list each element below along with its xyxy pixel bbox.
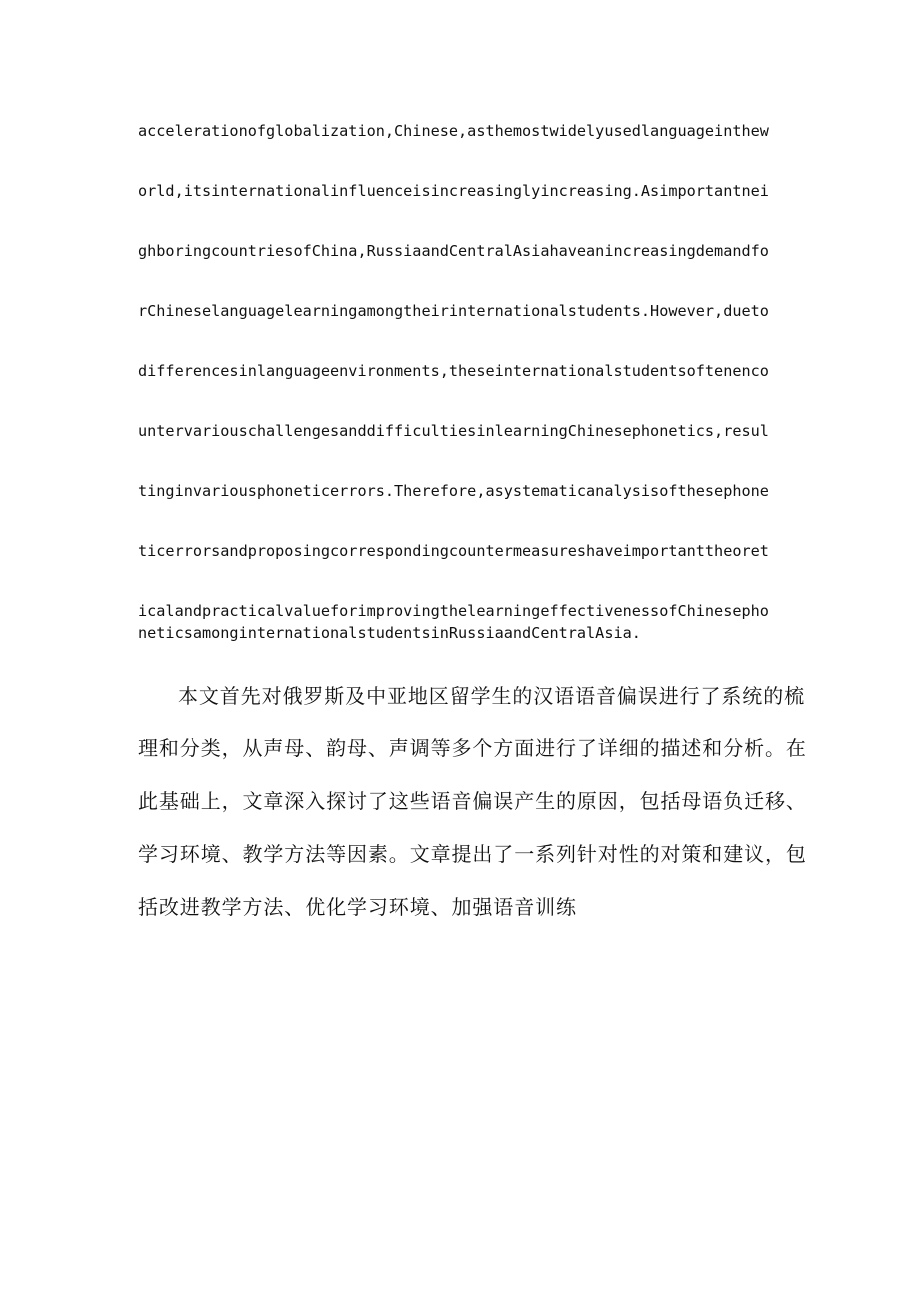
english-abstract-line-10: neticsamonginternationalstudentsinRussiaandCentralAsia. (138, 624, 641, 642)
english-abstract-line-3: ghboringcountriesofChina,RussiaandCentralAsiahaveanincreasingdemandfo (138, 242, 769, 260)
english-abstract-line-8: ticerrorsandproposingcorrespondingcountermeasureshaveimportanttheoret (138, 542, 769, 560)
chinese-paragraph-line-3: 此基础上，文章深入探讨了这些语音偏误产生的原因，包括母语负迁移、 (138, 789, 807, 813)
chinese-paragraph-line-5: 括改进教学方法、优化学习环境、加强语音训练 (138, 895, 577, 919)
english-abstract-line-7: tinginvariousphoneticerrors.Therefore,asystematicanalysisofthesephone (138, 482, 769, 500)
english-abstract-line-9: icalandpracticalvalueforimprovingthelearningeffectivenessofChinesepho (138, 602, 769, 620)
chinese-paragraph-line-1: 本文首先对俄罗斯及中亚地区留学生的汉语语音偏误进行了系统的梳 (178, 684, 805, 708)
english-abstract-line-1: accelerationofglobalization,Chinese,asthemostwidelyusedlanguageinthew (138, 122, 769, 140)
chinese-paragraph-line-4: 学习环境、教学方法等因素。文章提出了一系列针对性的对策和建议，包 (138, 842, 807, 866)
chinese-paragraph-line-2: 理和分类，从声母、韵母、声调等多个方面进行了详细的描述和分析。在 (138, 736, 807, 760)
english-abstract-line-5: differencesinlanguageenvironments,theseinternationalstudentsoftenenco (138, 362, 769, 380)
english-abstract-line-6: untervariouschallengesanddifficultiesinlearningChinesephonetics,resul (138, 422, 769, 440)
english-abstract-line-2: orld,itsinternationalinfluenceisincreasinglyincreasing.Asimportantnei (138, 182, 769, 200)
english-abstract-line-4: rChineselanguagelearningamongtheirinternationalstudents.However,dueto (138, 302, 769, 320)
